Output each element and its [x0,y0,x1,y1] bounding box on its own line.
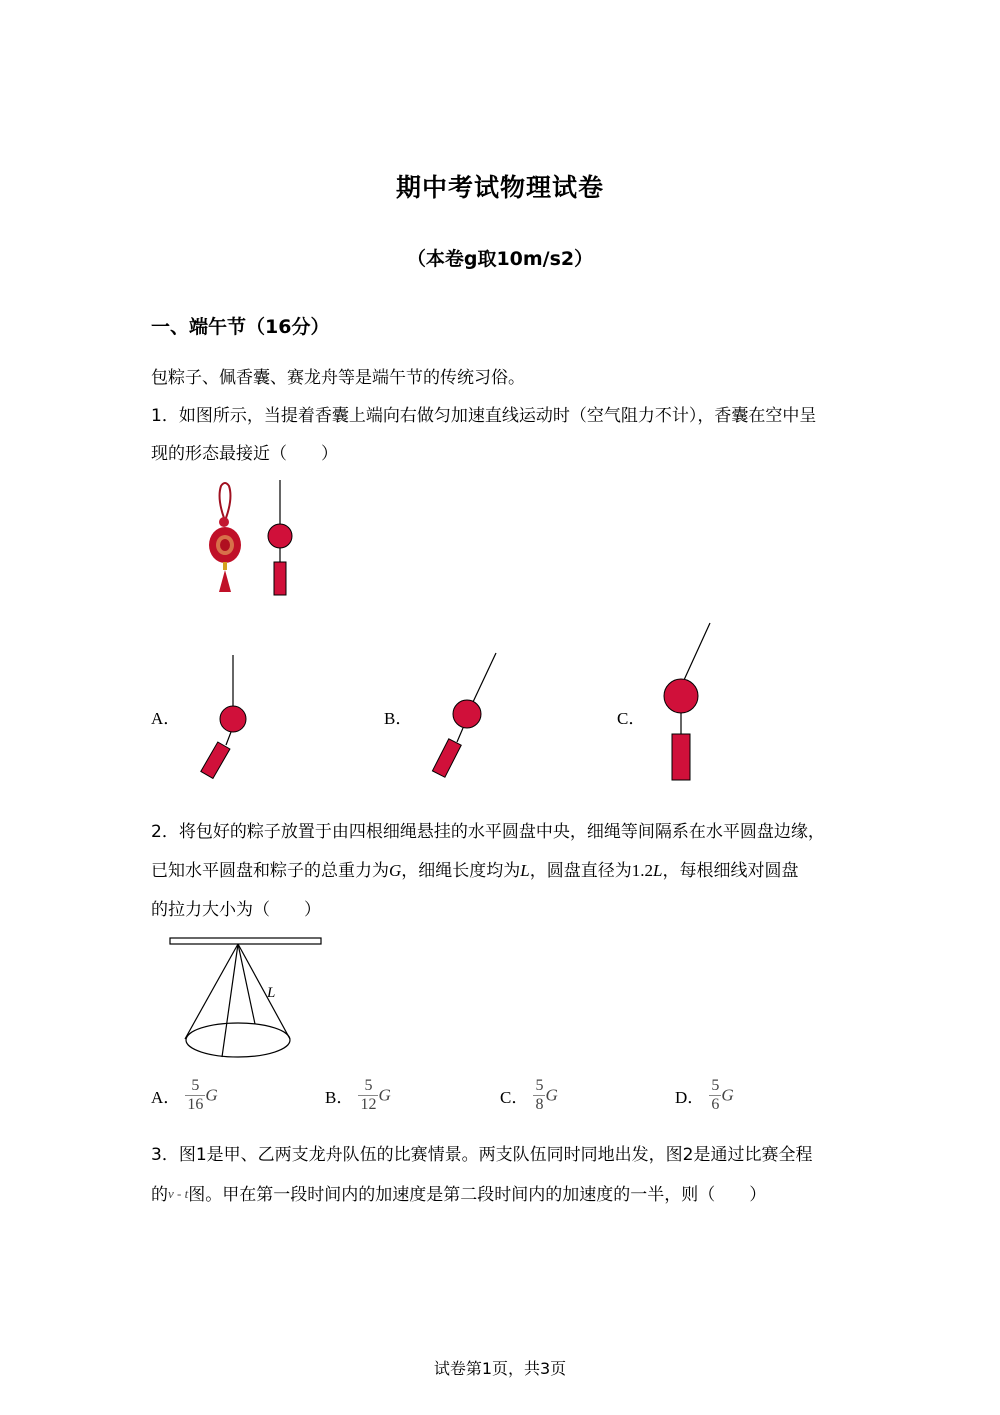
q3-vt-label: v - t [168,1186,189,1201]
sachet-schematic [268,480,292,595]
q2-var-l2: L [653,861,663,880]
page-title: 期中考试物理试卷 [395,173,604,202]
fraction-denominator: 6 [711,1096,720,1113]
q2-option-c-label: C． [500,1088,529,1107]
q2-figure-label-l: L [267,985,276,1001]
q2-disk-figure [165,935,330,1065]
sachet-photo [209,483,241,592]
q2-option-d-var: G [721,1085,734,1105]
q2-option-b[interactable] [325,1077,391,1114]
page-subtitle: （本卷g取10m/s2） [406,248,594,270]
q2-option-b-label: B． [325,1088,354,1107]
q2-option-a-fraction [185,1077,205,1114]
q2-var-g: G [389,861,402,880]
q2-option-d[interactable] [675,1077,734,1114]
fraction-denominator: 12 [360,1096,377,1113]
q2-option-c[interactable] [500,1077,558,1114]
q2-option-a-label: A． [151,1088,181,1107]
q2-line3: 的拉力大小为（ ） [151,900,321,920]
q2-option-c-fraction [533,1077,545,1114]
fraction-numerator: 5 [185,1077,205,1096]
q2-option-b-fraction [358,1077,378,1114]
q1-line1: 1．如图所示，当提着香囊上端向右做匀加速直线运动时（空气阻力不计），香囊在空中呈 [151,406,817,426]
q1-option-c-figure[interactable] [655,620,725,785]
fraction-numerator: 5 [711,1077,720,1094]
q3-line2-text-b: 图。甲在第一段时间内的加速度是第二段时间内的加速度的一半，则（ ） [188,1185,767,1205]
q2-option-b-var: G [378,1085,391,1105]
q2-line2-text-e: ，每根细线对圆盘 [662,861,799,881]
q1-option-c-label[interactable]: C． [617,709,646,728]
section-heading: 一、端午节（16分） [151,316,330,338]
q1-line2: 现的形态最接近（ ） [151,444,338,464]
fraction-numerator: 5 [535,1077,544,1094]
section-intro: 包粽子、佩香囊、赛龙舟等是端午节的传统习俗。 [151,368,525,388]
q3-line2 [151,1175,851,1214]
q1-option-b-figure[interactable] [425,650,505,785]
q2-diameter-value: 1.2 [631,861,653,880]
q3-line2-text-a: 的 [151,1185,168,1205]
q2-var-l: L [520,861,530,880]
q2-option-c-var: G [545,1085,558,1105]
fraction-denominator: 8 [535,1096,544,1113]
page-footer: 试卷第1页，共3页 [433,1359,567,1378]
q2-option-a[interactable] [151,1077,218,1114]
fraction-denominator: 16 [187,1096,204,1113]
q1-reference-figure [195,480,305,605]
q2-line2 [151,852,851,890]
fraction-numerator: 5 [358,1077,378,1096]
q2-line2-text-c: ，圆盘直径为 [529,861,632,881]
q1-option-a-figure[interactable] [195,655,265,785]
q2-line2-text-b: ，细绳长度均为 [401,861,521,881]
q2-line1: 2．将包好的粽子放置于由四根细绳悬挂的水平圆盘中央，细绳等间隔系在水平圆盘边缘， [151,822,825,842]
q2-option-a-var: G [205,1085,218,1105]
q1-option-b-label[interactable]: B． [384,709,413,728]
q3-line1: 3．图1是甲、乙两支龙舟队伍的比赛情景。两支队伍同时同地出发，图2是通过比赛全程 [151,1145,813,1165]
q2-option-d-label: D． [675,1088,705,1107]
q2-option-d-fraction [709,1077,721,1114]
q1-option-a-label[interactable]: A． [151,709,181,728]
q2-line2-text-a: 已知水平圆盘和粽子的总重力为 [151,861,389,881]
